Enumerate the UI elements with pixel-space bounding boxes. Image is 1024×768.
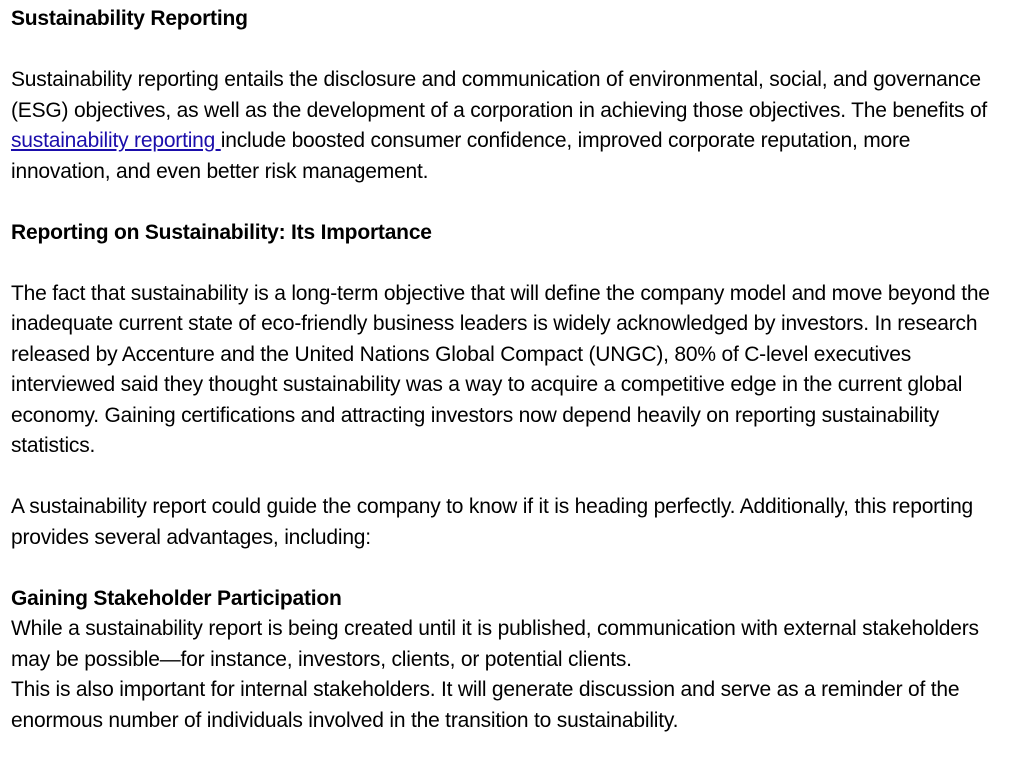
document-title: Sustainability Reporting <box>11 7 248 30</box>
spacer <box>11 553 1013 584</box>
spacer <box>11 187 1013 218</box>
importance-paragraph-2: A sustainability report could guide the company to know if it is heading perfectly. Additionally, this reporting provides several advantages, including: <box>11 495 974 549</box>
stakeholder-paragraph-1: While a sustainability report is being created until it is published, communication with external stakeholders may be possible—for instance, investors, clients, or potential clients. <box>11 617 979 671</box>
intro-text-before-link: Sustainability reporting entails the disclosure and communication of environmental, social, and governance (ESG) objectives, as well as the development of a corporation in achieving those objectives. The benefits of <box>11 68 988 122</box>
intro-text-after-link: include boosted consumer confidence, improved corporate reputation, more innovation, and even better risk management. <box>11 129 911 183</box>
sustainability-reporting-link[interactable]: sustainability reporting <box>11 129 221 152</box>
importance-heading: Reporting on Sustainability: Its Importance <box>11 220 432 244</box>
stakeholder-paragraph-2: This is also important for internal stakeholders. It will generate discussion and serve as a reminder of the enormous number of individuals involved in the transition to sustainability. <box>11 678 960 732</box>
spacer <box>11 248 1013 279</box>
spacer <box>11 35 1013 66</box>
importance-paragraph-1: The fact that sustainability is a long-term objective that will define the company model and move beyond the inadequate current state of eco-friendly business leaders is widely acknowledged by investors. In research released by Accenture and the United Nations Global Compact (UNGC), 80% of C-level executives interviewed said they thought sustainability was a way to acquire a competitive edge in the current global economy. Gaining certifications and attracting investors now depend heavily on reporting sustainability statistics. <box>11 281 990 457</box>
intro-paragraph <box>11 65 1013 187</box>
stakeholder-heading: Gaining Stakeholder Participation <box>11 586 342 610</box>
spacer <box>11 462 1013 493</box>
